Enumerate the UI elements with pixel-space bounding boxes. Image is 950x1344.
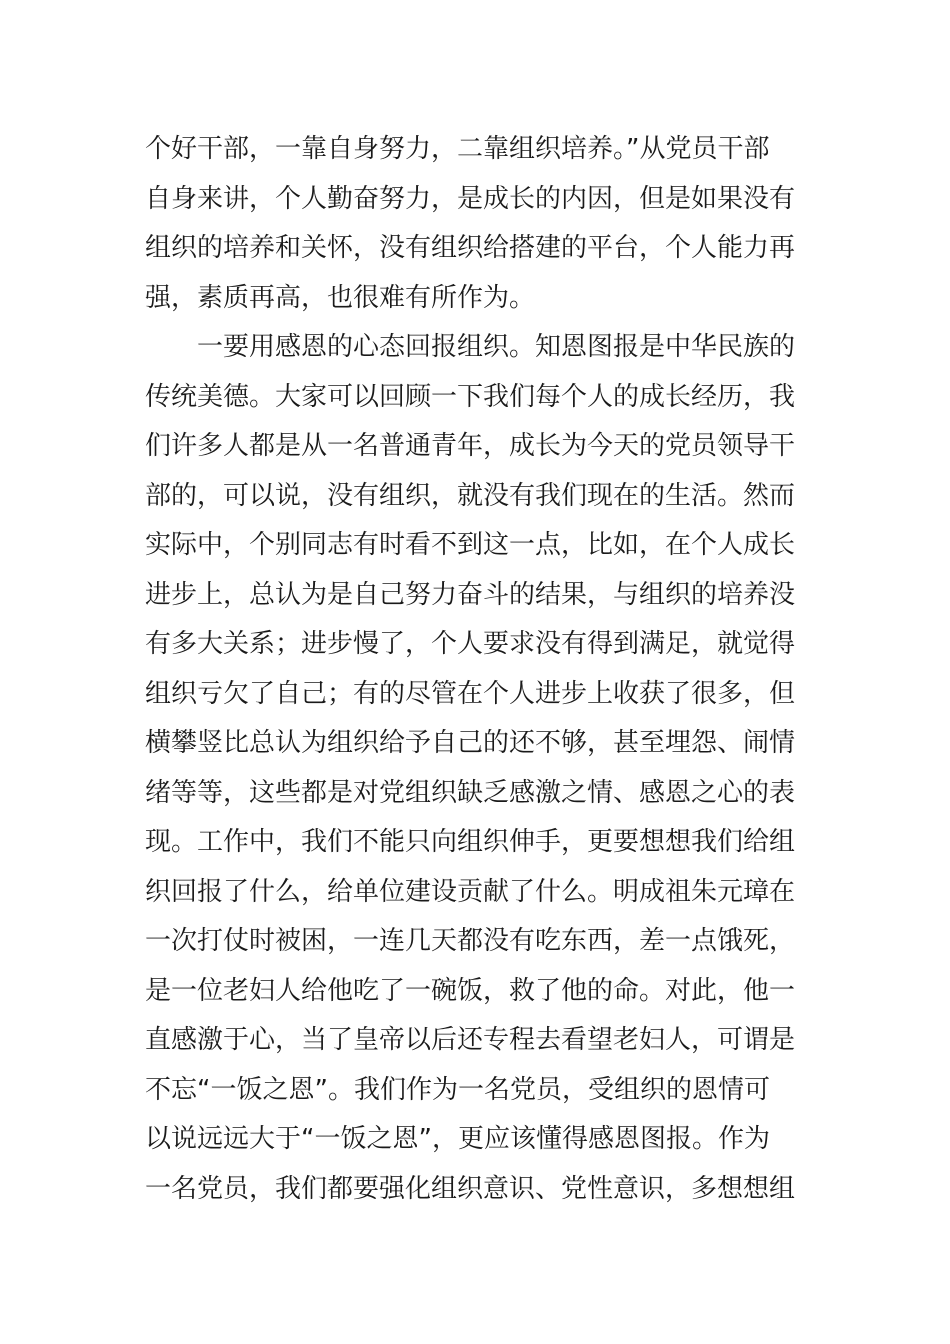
text-line: 组织的培养和关怀，没有组织给搭建的平台，个人能力再 — [145, 233, 796, 263]
text-line: 传统美德。大家可以回顾一下我们每个人的成长经历，我 — [145, 381, 796, 412]
text-line: 有多大关系；进步慢了，个人要求没有得到满足，就觉得 — [145, 629, 796, 659]
text-line: 自身来讲，个人勤奋努力，是成长的内因，但是如果没有 — [145, 183, 796, 214]
text-line: 一名党员，我们都要强化组织意识、党性意识，多想想组 — [145, 1173, 796, 1204]
text-line: 直感激于心，当了皇帝以后还专程去看望老妇人，可谓是 — [145, 1025, 796, 1055]
text-line: 实际中，个别同志有时看不到这一点，比如，在个人成长 — [145, 530, 796, 560]
text-line: 进步上，总认为是自己努力奋斗的结果，与组织的培养没 — [145, 579, 796, 610]
text-line: 组织亏欠了自己；有的尽管在个人进步上收获了很多，但 — [145, 678, 796, 709]
text-line: 是一位老妇人给他吃了一碗饭，救了他的命。对此，他一 — [145, 975, 796, 1006]
text-line: 以说远远大于“一饭之恩”，更应该懂得感恩图报。作为 — [145, 1124, 770, 1154]
text-line: 部的，可以说，没有组织，就没有我们现在的生活。然而 — [145, 480, 796, 511]
text-line: 强，素质再高，也很难有所作为。 — [145, 282, 536, 313]
text-line: 横攀竖比总认为组织给予自己的还不够，甚至埋怨、闹情 — [145, 728, 796, 758]
text-line: 现。工作中，我们不能只向组织伸手，更要想想我们给组 — [145, 827, 796, 857]
text-line: 绪等等，这些都是对党组织缺乏感激之情、感恩之心的表 — [145, 777, 796, 808]
text-line: 一要用感恩的心态回报组织。知恩图报是中华民族的 — [197, 332, 796, 362]
text-line: 个好干部，一靠自身努力，二靠组织培养。”从党员干部 — [145, 134, 770, 164]
text-line: 们许多人都是从一名普通青年，成长为今天的党员领导干 — [145, 431, 796, 461]
text-line: 一次打仗时被困，一连几天都没有吃东西，差一点饿死， — [145, 926, 796, 956]
text-line: 织回报了什么，给单位建设贡献了什么。明成祖朱元璋在 — [145, 876, 796, 907]
text-line: 不忘“一饭之恩”。我们作为一名党员，受组织的恩情可 — [145, 1074, 770, 1105]
body-text — [145, 125, 810, 1214]
